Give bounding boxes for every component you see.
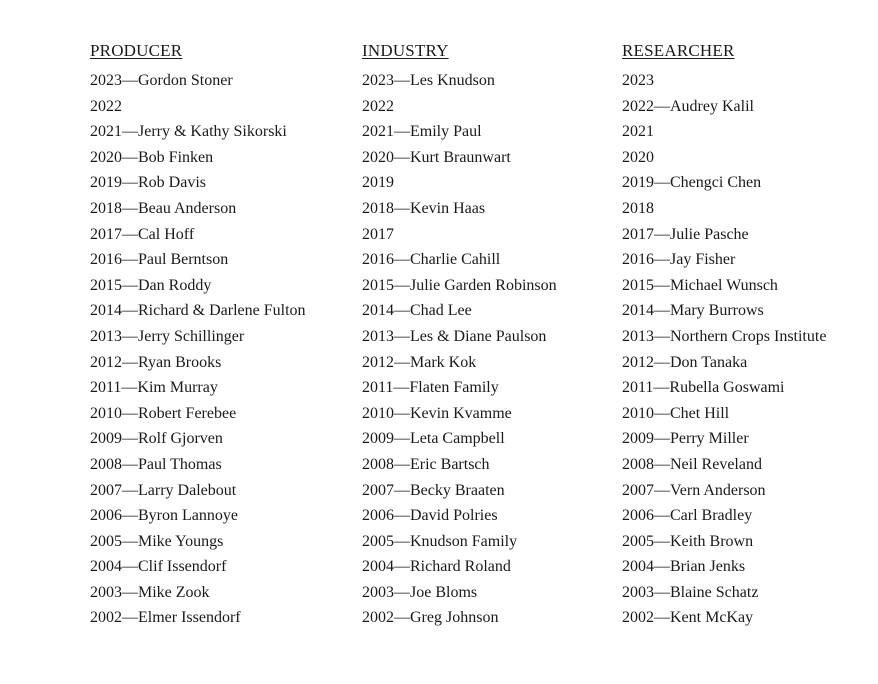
list-item: 2008—Neil Reveland <box>622 455 762 473</box>
list-item: 2011—Kim Murray <box>90 379 218 397</box>
list-item: 2022 <box>362 97 394 115</box>
list-item: 2015—Julie Garden Robinson <box>362 276 557 294</box>
list-item: 2009—Leta Campbell <box>362 430 505 448</box>
researcher-list <box>622 68 826 631</box>
list-item: 2005—Keith Brown <box>622 532 754 550</box>
list-item: 2016—Charlie Cahill <box>362 251 501 269</box>
list-item: 2009—Rolf Gjorven <box>90 430 223 448</box>
list-item: 2003—Mike Zook <box>90 583 210 601</box>
list-item: 2016—Paul Berntson <box>90 251 229 269</box>
list-item: 2007—Becky Braaten <box>362 481 505 499</box>
producer-column <box>90 40 306 631</box>
list-item: 2016—Jay Fisher <box>622 251 736 269</box>
list-item: 2023—Gordon Stoner <box>90 72 233 89</box>
list-item: 2003—Blaine Schatz <box>622 583 759 601</box>
list-item: 2017—Julie Pasche <box>622 225 749 243</box>
researcher-heading: RESEARCHER <box>622 41 735 60</box>
list-item: 2007—Vern Anderson <box>622 481 766 499</box>
list-item: 2004—Brian Jenks <box>622 558 746 576</box>
list-item: 2012—Mark Kok <box>362 353 477 371</box>
list-item: 2010—Chet Hill <box>622 404 730 422</box>
researcher-column <box>622 40 826 631</box>
list-item: 2010—Robert Ferebee <box>90 404 237 422</box>
industry-column <box>362 40 557 631</box>
list-item: 2020—Kurt Braunwart <box>362 148 511 166</box>
list-item: 2010—Kevin Kvamme <box>362 404 512 422</box>
list-item: 2005—Mike Youngs <box>90 532 224 550</box>
list-item: 2002—Elmer Issendorf <box>90 609 241 627</box>
list-item: 2019—Chengci Chen <box>622 174 762 192</box>
list-item: 2013—Northern Crops Institute <box>622 327 827 345</box>
list-item: 2022 <box>90 97 122 115</box>
list-item: 2021—Jerry & Kathy Sikorski <box>90 123 287 141</box>
list-item: 2022—Audrey Kalil <box>622 97 754 115</box>
list-item: 2011—Flaten Family <box>362 379 499 397</box>
list-item: 2021—Emily Paul <box>362 123 482 141</box>
industry-list <box>362 68 557 631</box>
list-item: 2004—Clif Issendorf <box>90 558 227 576</box>
list-item: 2013—Les & Diane Paulson <box>362 327 547 345</box>
list-item: 2012—Don Tanaka <box>622 353 748 371</box>
list-item: 2019—Rob Davis <box>90 174 206 192</box>
list-item: 2014—Chad Lee <box>362 302 472 320</box>
list-item: 2017 <box>362 225 394 243</box>
list-item: 2006—Byron Lannoye <box>90 507 238 525</box>
list-item: 2023 <box>622 72 654 89</box>
list-item: 2018 <box>622 199 654 217</box>
list-item: 2004—Richard Roland <box>362 558 511 576</box>
list-item: 2011—Rubella Goswami <box>622 379 785 397</box>
producer-heading: PRODUCER <box>90 41 183 60</box>
list-item: 2015—Dan Roddy <box>90 276 212 294</box>
list-item: 2008—Paul Thomas <box>90 455 222 473</box>
list-item: 2002—Kent McKay <box>622 609 754 627</box>
list-item: 2009—Perry Miller <box>622 430 749 448</box>
list-item: 2018—Kevin Haas <box>362 199 486 217</box>
list-item: 2002—Greg Johnson <box>362 609 499 627</box>
producer-list <box>90 68 306 631</box>
list-item: 2006—David Polries <box>362 507 498 525</box>
list-item: 2005—Knudson Family <box>362 532 518 550</box>
list-item: 2014—Mary Burrows <box>622 302 764 320</box>
list-item: 2023—Les Knudson <box>362 72 495 89</box>
list-item: 2020 <box>622 148 654 166</box>
list-item: 2021 <box>622 123 654 141</box>
industry-heading: INDUSTRY <box>362 41 449 60</box>
list-item: 2020—Bob Finken <box>90 148 214 166</box>
list-item: 2003—Joe Bloms <box>362 583 478 601</box>
list-item: 2007—Larry Dalebout <box>90 481 237 499</box>
list-item: 2008—Eric Bartsch <box>362 455 490 473</box>
list-item: 2012—Ryan Brooks <box>90 353 222 371</box>
list-item: 2015—Michael Wunsch <box>622 276 778 294</box>
list-item: 2013—Jerry Schillinger <box>90 327 245 345</box>
list-item: 2017—Cal Hoff <box>90 225 195 243</box>
list-item: 2018—Beau Anderson <box>90 199 237 217</box>
list-item: 2014—Richard & Darlene Fulton <box>90 302 306 320</box>
list-item: 2006—Carl Bradley <box>622 507 753 525</box>
list-item: 2019 <box>362 174 394 192</box>
